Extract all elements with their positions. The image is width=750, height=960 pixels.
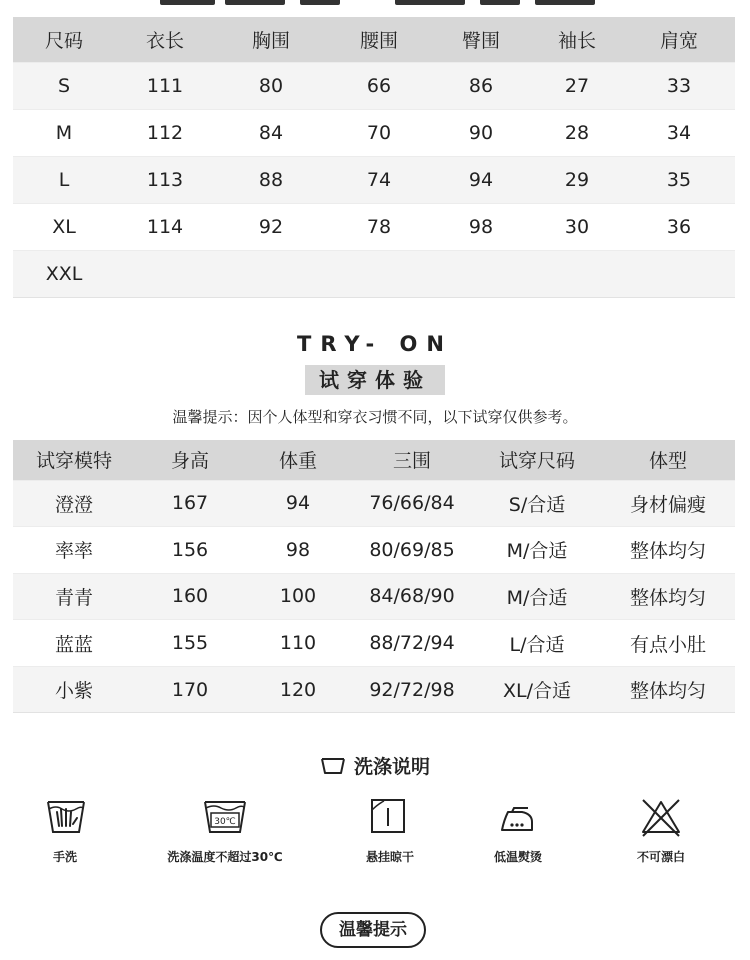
header-cell: 腰围: [327, 17, 431, 62]
header-cell: 体重: [245, 440, 351, 480]
table-row: [13, 156, 735, 203]
table-cell: 80/69/85: [351, 527, 473, 574]
table-cell: 84/68/90: [351, 573, 473, 620]
header-cell: 肩宽: [623, 17, 735, 62]
table-row: [13, 666, 735, 713]
header-cell: 袖长: [531, 17, 623, 62]
table-cell: 27: [531, 62, 623, 109]
table-cell: 澄澄: [13, 480, 135, 527]
table-cell: [115, 250, 215, 297]
hang-dry-icon: [358, 796, 418, 840]
table-cell: 113: [115, 156, 215, 203]
care-label-wash-temperature: 洗涤温度不超过30℃: [167, 850, 283, 864]
table-row: [13, 573, 735, 620]
table-cell: 114: [115, 203, 215, 250]
header-cell: 臀围: [431, 17, 531, 62]
size-chart-table: [13, 17, 735, 298]
table-row: [13, 480, 735, 527]
wash-basin-icon: [320, 756, 346, 781]
table-cell: 88/72/94: [351, 620, 473, 667]
table-cell: 66: [327, 62, 431, 109]
table-cell: 78: [327, 203, 431, 250]
wash-temperature-icon: [195, 796, 255, 840]
table-cell: 94: [431, 156, 531, 203]
warm-tip-button[interactable]: 温馨提示: [320, 912, 426, 948]
hand-wash-icon: [36, 796, 96, 840]
table-cell: 120: [245, 666, 351, 713]
header-cell: 胸围: [215, 17, 327, 62]
table-cell: XL/合适: [473, 666, 601, 713]
table-cell: 156: [135, 527, 245, 574]
table-cell: 小紫: [13, 666, 135, 713]
wash-temperature-text: 30℃: [214, 817, 236, 827]
care-label-low-iron: 低温熨烫: [493, 850, 542, 864]
table-cell: 身材偏瘦: [601, 480, 735, 527]
table-cell: 112: [115, 109, 215, 156]
header-cell: 衣长: [115, 17, 215, 62]
washing-title-text: 洗涤说明: [353, 756, 430, 778]
table-cell: 84: [215, 109, 327, 156]
header-cell: 体型: [601, 440, 735, 480]
table-cell: M/合适: [473, 527, 601, 574]
table-cell: 80: [215, 62, 327, 109]
table-cell: 青青: [13, 573, 135, 620]
table-cell: [531, 250, 623, 297]
table-row: [13, 527, 735, 574]
header-cell: 身高: [135, 440, 245, 480]
table-cell: 92/72/98: [351, 666, 473, 713]
table-cell: 88: [215, 156, 327, 203]
model-table-header-row: [13, 440, 735, 480]
table-cell: 36: [623, 203, 735, 250]
care-label-hand-wash: 手洗: [52, 850, 77, 864]
size-chart-header-row: [13, 17, 735, 62]
tryon-note: 温馨提示：因个人体型和穿衣习惯不同，以下试穿仅供参考。: [172, 408, 578, 426]
table-cell: [623, 250, 735, 297]
table-cell: 有点小肚: [601, 620, 735, 667]
table-cell: 74: [327, 156, 431, 203]
table-cell: 33: [623, 62, 735, 109]
table-cell: 率率: [13, 527, 135, 574]
low-iron-icon: [488, 796, 548, 840]
table-cell: 34: [623, 109, 735, 156]
table-cell: 整体均匀: [601, 666, 735, 713]
table-cell: S/合适: [473, 480, 601, 527]
table-row: [13, 250, 735, 297]
table-cell: L/合适: [473, 620, 601, 667]
table-cell: 70: [327, 109, 431, 156]
table-cell: 29: [531, 156, 623, 203]
care-label-hang-dry: 悬挂晾干: [365, 850, 414, 864]
table-cell: 蓝蓝: [13, 620, 135, 667]
header-cell: 三围: [351, 440, 473, 480]
tryon-title-wrapper: [0, 365, 750, 395]
table-cell: 155: [135, 620, 245, 667]
table-cell: 76/66/84: [351, 480, 473, 527]
table-cell: 170: [135, 666, 245, 713]
table-cell: [215, 250, 327, 297]
table-cell: M: [13, 109, 115, 156]
table-cell: 100: [245, 573, 351, 620]
washing-title: [0, 752, 750, 781]
table-cell: 98: [431, 203, 531, 250]
table-cell: 整体均匀: [601, 573, 735, 620]
table-row: [13, 109, 735, 156]
tryon-title-en: TRY- ON: [297, 332, 453, 356]
table-row: [13, 203, 735, 250]
header-cell: 试穿尺码: [473, 440, 601, 480]
table-cell: XL: [13, 203, 115, 250]
table-row: [13, 620, 735, 667]
cropped-top-text: [0, 0, 750, 10]
table-cell: L: [13, 156, 115, 203]
table-cell: 167: [135, 480, 245, 527]
table-cell: 111: [115, 62, 215, 109]
table-cell: [431, 250, 531, 297]
table-row: [13, 62, 735, 109]
table-cell: 整体均匀: [601, 527, 735, 574]
table-cell: [327, 250, 431, 297]
table-cell: M/合适: [473, 573, 601, 620]
no-bleach-icon: [631, 796, 691, 840]
table-cell: 30: [531, 203, 623, 250]
header-cell: 试穿模特: [13, 440, 135, 480]
table-cell: 90: [431, 109, 531, 156]
table-cell: 110: [245, 620, 351, 667]
table-cell: 160: [135, 573, 245, 620]
table-cell: 28: [531, 109, 623, 156]
table-cell: S: [13, 62, 115, 109]
table-cell: 92: [215, 203, 327, 250]
table-cell: 98: [245, 527, 351, 574]
care-label-no-bleach: 不可漂白: [636, 850, 685, 864]
table-cell: 86: [431, 62, 531, 109]
header-cell: 尺码: [13, 17, 115, 62]
table-cell: XXL: [13, 250, 115, 297]
table-cell: 94: [245, 480, 351, 527]
table-cell: 35: [623, 156, 735, 203]
model-tryon-table: [13, 440, 735, 713]
tryon-title-cn: 试穿体验: [305, 365, 445, 395]
